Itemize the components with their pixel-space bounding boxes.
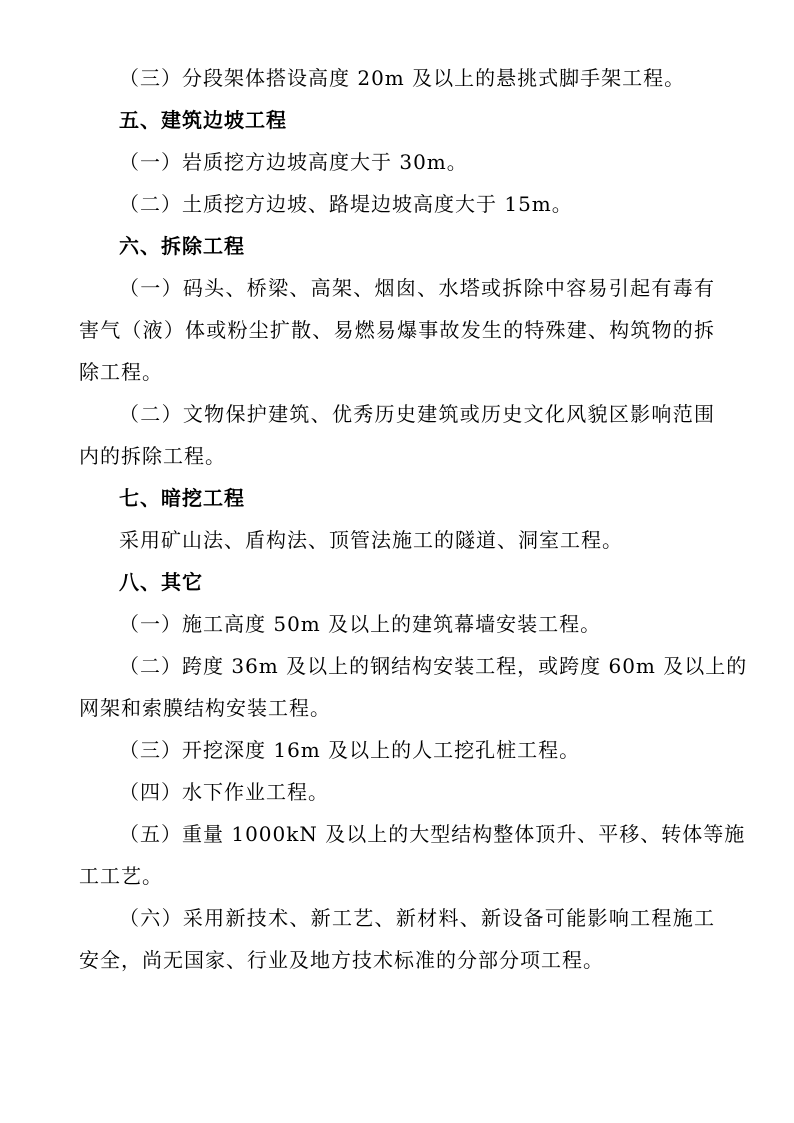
item-new-technology-line-1: （六）采用新技术、新工艺、新材料、新设备可能影响工程施工 (119, 906, 715, 930)
item-new-technology-line-2: 安全，尚无国家、行业及地方技术标准的分部分项工程。 (79, 948, 604, 972)
section-heading-underground: 七、暗挖工程 (119, 486, 245, 510)
item-manual-pile: （三）开挖深度 16m 及以上的人工挖孔桩工程。 (119, 738, 581, 762)
section-heading-demolition: 六、拆除工程 (119, 234, 245, 258)
item-demolition-special-line-1: （一）码头、桥梁、高架、烟囱、水塔或拆除中容易引起有毒有 (119, 276, 715, 300)
item-rock-slope: （一）岩质挖方边坡高度大于 30m。 (119, 150, 468, 174)
item-structure-lifting-line-1: （五）重量 1000kN 及以上的大型结构整体顶升、平移、转体等施 (119, 822, 746, 846)
item-underwater: （四）水下作业工程。 (119, 780, 329, 804)
item-demolition-heritage-line-1: （二）文物保护建筑、优秀历史建筑或历史文化风貌区影响范围 (119, 402, 715, 426)
item-steel-structure-line-2: 网架和索膜结构安装工程。 (79, 696, 331, 720)
item-demolition-heritage-line-2: 内的拆除工程。 (79, 444, 226, 468)
item-demolition-special-line-3: 除工程。 (79, 360, 163, 384)
item-demolition-special-line-2: 害气（液）体或粉尘扩散、易燃易爆事故发生的特殊建、构筑物的拆 (79, 318, 715, 342)
section-heading-other: 八、其它 (119, 570, 203, 594)
item-steel-structure-line-1: （二）跨度 36m 及以上的钢结构安装工程，或跨度 60m 及以上的 (119, 654, 748, 678)
section-heading-slope: 五、建筑边坡工程 (119, 108, 287, 132)
item-curtain-wall: （一）施工高度 50m 及以上的建筑幕墙安装工程。 (119, 612, 602, 636)
item-structure-lifting-line-2: 工工艺。 (79, 864, 163, 888)
item-cantilever-scaffold: （三）分段架体搭设高度 20m 及以上的悬挑式脚手架工程。 (119, 66, 686, 90)
item-tunnel-methods: 采用矿山法、盾构法、顶管法施工的隧道、洞室工程。 (119, 528, 623, 552)
item-soil-slope: （二）土质挖方边坡、路堤边坡高度大于 15m。 (119, 192, 573, 216)
